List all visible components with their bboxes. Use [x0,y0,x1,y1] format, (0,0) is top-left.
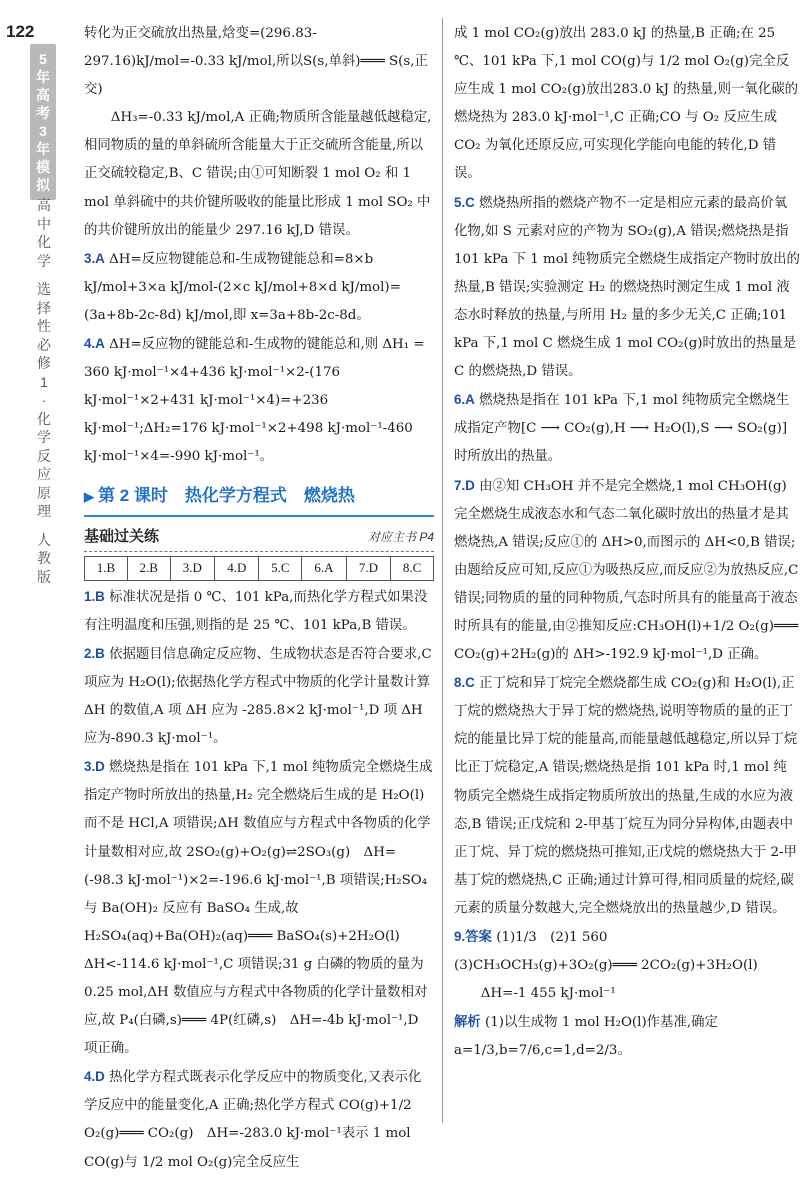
side-tab-char: 年 [36,69,50,85]
item-number: 8.C [454,675,475,691]
answer-cell: 2.B [127,556,170,580]
side-subject-char: 性 [37,318,51,334]
side-tab-char: 考 [36,105,50,121]
item-text: 依据题目信息确定反应物、生成物状态是否符合要求,C 项应为 H₂O(l);依据热化学方程式中物质的化学计量数计算 ΔH 的数值,A 项 ΔH 应为 -285.8×2 kJ·mol⁻¹,D 项 ΔH 应为-890.3 kJ·mol⁻¹。 [84,646,432,747]
answer-cell: 5.C [259,556,302,580]
answer-cell: 4.D [215,556,259,580]
item-number: 7.D [454,477,475,493]
side-subject-char: 原 [37,484,51,501]
sub-header [84,523,434,552]
solution-item [454,472,800,670]
q9-answer [454,923,800,952]
sub-header-label: 基础过关练 [84,527,160,545]
side-subject-char: 中 [37,215,51,232]
item-text: 燃烧热是指在 101 kPa 下,1 mol 纯物质完全燃烧生成指定产物时所放出的热量,H₂ 完全燃烧后生成的是 H₂O(l)而不是 HCl,A 项错误;ΔH 数值应与方程式中各物质的化学计量数相对应,故 2SO₂(g)+O₂(g)⇌2SO₃(g) ΔH=(-98.3 kJ·mol⁻¹)×2=-196.6 kJ·mol⁻¹,B 项错误;H₂SO₄ 与 Ba(OH)₂ 反应有 BaSO₄ 生成,故 H₂SO₄(aq)+Ba(OH)₂(aq)═══ BaSO₄(s)+2H₂O(l) ΔH<-114.6 kJ·mol⁻¹,C 项错误;31 g 白磷的物质的量为 0.25 mol,ΔH 数值应与方程式中各物质的化学计量数相对应,故 P₄(白磷,s)═══ 4P(红磷,s) ΔH=-4b kJ·mol⁻¹,D 项正确。 [84,760,433,1057]
analysis-label: 解析 [454,1014,481,1030]
side-subject-char: 高 [37,197,51,213]
item-text: 正丁烷和异丁烷完全燃烧都生成 CO₂(g)和 H₂O(l),正丁烷的燃烧热大于异丁烷的燃烧热,说明等物质的量的正丁烷的能量比异丁烷的能量高,而能量越低越稳定,所以异丁烷比正丁烷稳定,A 错误;燃烧热是指 101 kPa 时,1 mol 纯物质完全燃烧生成指定物质所放出的热量,生成的水应为液态,B 错误;正戊烷和 2-甲基丁烷互为同分异构体,由题表中正丁烷、异丁烷的燃烧热可推知,正戊烷的燃烧热大于 2-甲基丁烷的燃烧热,C 正确;通过计算可得,相同质量的烷烃,碳元素的质量分数越大,完全燃烧放出的热量越少,D 错误。 [454,676,798,916]
solution-item [84,640,434,753]
solution-item [84,245,434,330]
side-subject-char [34,270,54,280]
item-number: 3.D [84,759,105,775]
solution-item [84,330,434,471]
item-text: 由②知 CH₃OH 并不是完全燃烧,1 mol CH₃OH(g)完全燃烧生成液态水和气态二氧化碳时放出的热量才是其燃烧热,A 错误;反应①的 ΔH>0,而图示的 ΔH<0,B 错误;由题给反应可知,反应①为吸热反应,而反应②为放热反应,C 错误;同物质的量的同种物质,气态时所具有的能量高于液态时所具有的能量,由②推知反应:CH₃OH(l)+1/2 O₂(g)═══ CO₂(g)+2H₂(g)的 ΔH>-192.9 kJ·mol⁻¹,D 正确。 [454,478,799,663]
solution-item [84,583,434,640]
side-subject-char: 理 [37,503,51,519]
side-subject-char: 应 [37,466,51,482]
side-subject-char: 选 [37,281,51,297]
item-number: 3.A [84,250,105,266]
side-tab-char: 年 [36,141,50,157]
item-number: 6.A [454,392,475,408]
side-tab-char: 拟 [36,177,50,193]
answer-cell: 1.B [85,556,128,580]
side-subject-char: 化 [37,410,51,427]
sub-header-ref: 对应主书 P4 [367,529,434,544]
intro-line: ΔH₃=-0.33 kJ/mol,A 正确;物质所含能量越低越稳定,相同物质的量的单斜硫所含能量大于正交硫所含能量,所以正交硫较稳定,B、C 错误;由①可知断裂 1 mol O₂ 和 1 mol 单斜硫中的共价键所吸收的能量比形成 1 mol SO₂ 中的共价键所放出的能量少 297.16 kJ,D 错误。 [84,110,432,238]
item-text: 燃烧热所指的燃烧产物不一定是相应元素的最高价氧化物,如 S 元素对应的产物为 SO₂(g),A 错误;燃烧热是指 101 kPa 下 1 mol 纯物质完全燃烧生成指定产物时放出的热量,B 错误;实验测定 H₂ 的燃烧热时测定生成 1 mol 液态水时释放的热量,与所用 H₂ 量的多少无关,C 正确;101 kPa 下,1 mol C 燃烧生成 1 mol CO₂(g)时放出的热量是 C 的燃烧热,D 错误。 [454,195,800,380]
item-number: 4.D [84,1069,105,1085]
answer-cell: 6.A [302,556,346,580]
item-text: ΔH=反应物键能总和-生成物键能总和=8×b kJ/mol+3×a kJ/mol-(2×c kJ/mol+8×d kJ/mol)=(3a+8b-2c-8d) kJ/mol,即 x=3a+8b-2c-8d。 [84,251,401,323]
side-subject-char: 修 [37,355,51,371]
item-text: 热化学方程式既表示化学反应中的物质变化,又表示化学反应中的能量变化,A 正确;热化学方程式 CO(g)+1/2 O₂(g)═══ CO₂(g) ΔH=-283.0 kJ·mol⁻¹表示 1 mol CO(g)与 1/2 mol O₂(g)完全反应生 [84,1070,422,1170]
side-subject-char: 化 [37,234,51,250]
item-number: 1.B [84,588,105,604]
intro-line: 成 1 mol CO₂(g)放出 283.0 kJ 的热量,B 正确;在 25 ℃、101 kPa 下,1 mol CO(g)与 1/2 mol O₂(g)完全反应生成 1 mol CO₂(g)放出283.0 kJ 的热量,则一氧化碳的燃烧热为 283.0 kJ·mol⁻¹,C 正确;CO 与 O₂ 反应生成CO₂ 为氧化还原反应,可实现化学能向电能的转化,D 错误。 [454,26,798,182]
side-subject-char: · [41,392,47,408]
side-tab-char: 模 [36,159,50,175]
side-subject-char: 反 [37,447,51,464]
section-title [84,480,434,517]
triangle-icon: ▶ [84,488,94,504]
side-subject-char: 学 [37,252,51,269]
column-divider [442,18,443,1123]
side-subject-char: 择 [37,299,51,316]
side-subject-char: 教 [37,550,51,566]
q9-analysis [454,1008,800,1065]
item-text: 标准状况是指 0 ℃、101 kPa,而热化学方程式如果没有注明温度和压强,则指的是 25 ℃、101 kPa,B 错误。 [84,589,428,633]
item-text: ΔH=反应物的键能总和-生成物的键能总和,则 ΔH₁ = 360 kJ·mol⁻¹×4+436 kJ·mol⁻¹×2-(176 kJ·mol⁻¹×2+431 kJ·mol⁻¹×4)=+236 kJ·mol⁻¹;ΔH₂=176 kJ·mol⁻¹×2+498 kJ·mol⁻¹-460 kJ·mol⁻¹×4=-990 kJ·mol⁻¹。 [84,337,425,465]
answer-cell: 8.C [391,556,434,580]
q9-answer-line: (1)1/3 (2)1 560 [496,930,608,945]
item-number: 4.A [84,336,105,352]
solution-item [454,669,800,923]
side-tab-char: 高 [36,87,50,103]
side-subject-char: 1 [40,373,48,390]
intro-line: 转化为正交硫放出热量,焓变=(296.83-297.16)kJ/mol=-0.33 kJ/mol,所以S(s,单斜)═══ S(s,正交) [84,26,428,98]
q9-equation: (3)CH₃OCH₃(g)+3O₂(g)═══ 2CO₂(g)+3H₂O(l) [454,958,758,974]
side-tab-series [30,44,56,200]
answer-cell: 3.D [170,556,214,580]
side-tab-char: 3 [39,123,47,139]
section-title-text: 第 2 课时 热化学方程式 燃烧热 [98,485,355,505]
item-number: 2.B [84,645,105,661]
side-subject-char: 学 [37,429,51,445]
item-text: 燃烧热是指在 101 kPa 下,1 mol 纯物质完全燃烧生成指定产物[C ⟶ CO₂(g),H ⟶ H₂O(l),S ⟶ SO₂(g)]时所放出的热量。 [454,393,790,465]
answer-table [84,556,434,581]
solution-item [84,753,434,1063]
side-subject-char: 人 [37,531,51,548]
q9-delta: ΔH=-1 455 kJ·mol⁻¹ [480,986,616,1002]
item-number: 5.C [454,194,475,210]
page-number: 122 [6,22,35,41]
left-column [84,20,434,1170]
analysis-text: (1)以生成物 1 mol H₂O(l)作基准,确定 a=1/3,b=7/6,c=1,d=2/3。 [454,1015,718,1059]
solution-item [454,189,800,387]
side-subject-label [34,196,54,586]
side-subject-char: 版 [37,568,51,585]
answer-cell: 7.D [346,556,390,580]
right-column [454,20,800,1120]
q9-label: 9.答案 [454,929,492,944]
side-subject-char: 必 [37,336,51,353]
side-tab-char: 5 [39,51,47,67]
solution-item [454,386,800,471]
solution-item [84,1063,434,1176]
side-subject-char [34,521,54,531]
